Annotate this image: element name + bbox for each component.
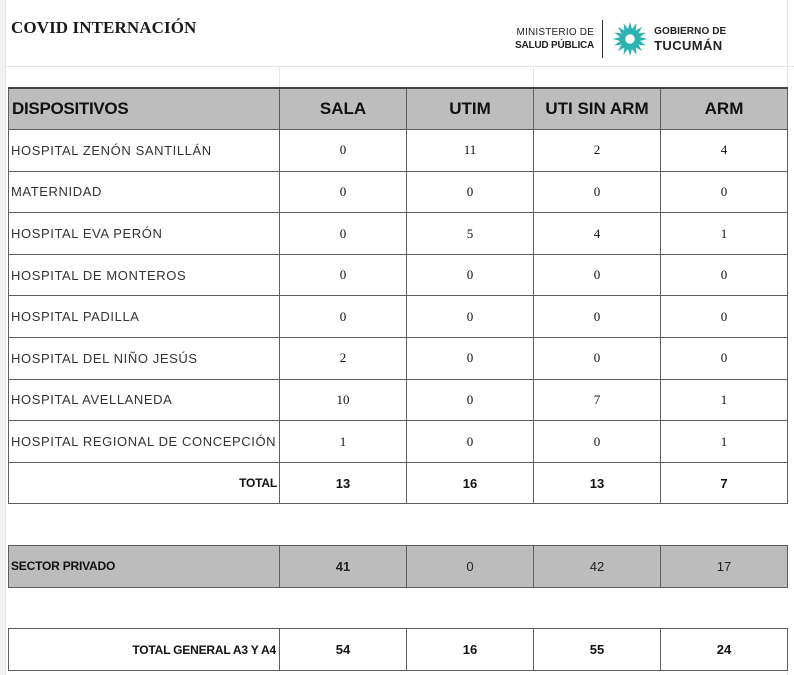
row-label: HOSPITAL PADILLA [9, 296, 280, 338]
ministry-line-1: MINISTERIO DE [516, 27, 595, 38]
private-sala: 41 [280, 546, 407, 588]
grand-total-arm: 24 [661, 629, 788, 671]
grand-total-sala: 54 [280, 629, 407, 671]
ministry-name [515, 26, 594, 52]
empty-cell [9, 504, 788, 546]
cell-arm: 0 [661, 171, 788, 213]
gov-line-2: TUCUMÁN [654, 38, 723, 53]
total-arm: 7 [661, 462, 788, 504]
logo-divider [602, 20, 603, 58]
sheet-left-margin [0, 0, 6, 675]
cell-arm: 0 [661, 338, 788, 380]
cell-sala: 0 [280, 213, 407, 255]
table-row [9, 171, 788, 213]
cell-sala: 0 [280, 171, 407, 213]
cell-uti-sin-arm: 0 [534, 338, 661, 380]
grand-total-row [9, 629, 788, 671]
grand-total-uti-sin-arm: 55 [534, 629, 661, 671]
cell-utim: 0 [407, 254, 534, 296]
cell-utim: 0 [407, 421, 534, 463]
private-sector-row [9, 546, 788, 588]
cell-arm: 1 [661, 421, 788, 463]
sheet-gridline [533, 66, 534, 87]
cell-sala: 1 [280, 421, 407, 463]
cell-utim: 0 [407, 338, 534, 380]
row-label: HOSPITAL ZENÓN SANTILLÁN [9, 130, 280, 172]
table-row [9, 338, 788, 380]
private-arm: 17 [661, 546, 788, 588]
cell-uti-sin-arm: 0 [534, 421, 661, 463]
table-row [9, 130, 788, 172]
cell-uti-sin-arm: 0 [534, 254, 661, 296]
cell-utim: 0 [407, 296, 534, 338]
sheet-gridline [6, 66, 794, 67]
ministry-logo [515, 19, 726, 59]
cell-arm: 4 [661, 130, 788, 172]
row-label: MATERNIDAD [9, 171, 280, 213]
table-header-row [9, 88, 788, 130]
cell-sala: 0 [280, 130, 407, 172]
header-arm: ARM [661, 88, 788, 130]
private-uti-sin-arm: 42 [534, 546, 661, 588]
gov-line-1: GOBIERNO DE [654, 26, 727, 37]
row-label: HOSPITAL EVA PERÓN [9, 213, 280, 255]
private-sector-label: SECTOR PRIVADO [9, 546, 280, 588]
cell-uti-sin-arm: 7 [534, 379, 661, 421]
spacer-row [9, 504, 788, 546]
cell-uti-sin-arm: 0 [534, 296, 661, 338]
cell-arm: 0 [661, 296, 788, 338]
total-sala: 13 [280, 462, 407, 504]
header-dispositivos: DISPOSITIVOS [9, 88, 280, 130]
cell-sala: 0 [280, 254, 407, 296]
header-sala: SALA [280, 88, 407, 130]
document-title: COVID INTERNACIÓN [11, 18, 197, 37]
table-row [9, 421, 788, 463]
empty-cell [9, 587, 788, 629]
sheet-gridline [279, 66, 280, 87]
total-uti-sin-arm: 13 [534, 462, 661, 504]
row-label: HOSPITAL DEL NIÑO JESÚS [9, 338, 280, 380]
row-label: HOSPITAL AVELLANEDA [9, 379, 280, 421]
cell-utim: 0 [407, 171, 534, 213]
grand-total-utim: 16 [407, 629, 534, 671]
cell-arm: 1 [661, 213, 788, 255]
private-utim: 0 [407, 546, 534, 588]
total-row [9, 462, 788, 504]
ministry-line-2: SALUD PÚBLICA [515, 40, 595, 51]
cell-uti-sin-arm: 4 [534, 213, 661, 255]
sun-emblem-icon [611, 20, 649, 58]
cell-sala: 10 [280, 379, 407, 421]
table-row [9, 254, 788, 296]
header-utim: UTIM [407, 88, 534, 130]
government-name [654, 25, 726, 53]
table-row [9, 296, 788, 338]
hospitalization-table [8, 87, 788, 671]
cell-utim: 0 [407, 379, 534, 421]
cell-uti-sin-arm: 2 [534, 130, 661, 172]
cell-arm: 0 [661, 254, 788, 296]
cell-uti-sin-arm: 0 [534, 171, 661, 213]
header-uti-sin-arm: UTI SIN ARM [534, 88, 661, 130]
cell-sala: 0 [280, 296, 407, 338]
table-row [9, 213, 788, 255]
table-row [9, 379, 788, 421]
row-label: HOSPITAL DE MONTEROS [9, 254, 280, 296]
spacer-row [9, 587, 788, 629]
cell-sala: 2 [280, 338, 407, 380]
cell-arm: 1 [661, 379, 788, 421]
grand-total-label: TOTAL GENERAL A3 Y A4 [9, 629, 280, 671]
cell-utim: 11 [407, 130, 534, 172]
total-utim: 16 [407, 462, 534, 504]
cell-utim: 5 [407, 213, 534, 255]
row-label: HOSPITAL REGIONAL DE CONCEPCIÓN [9, 421, 280, 463]
total-label: TOTAL [9, 462, 280, 504]
